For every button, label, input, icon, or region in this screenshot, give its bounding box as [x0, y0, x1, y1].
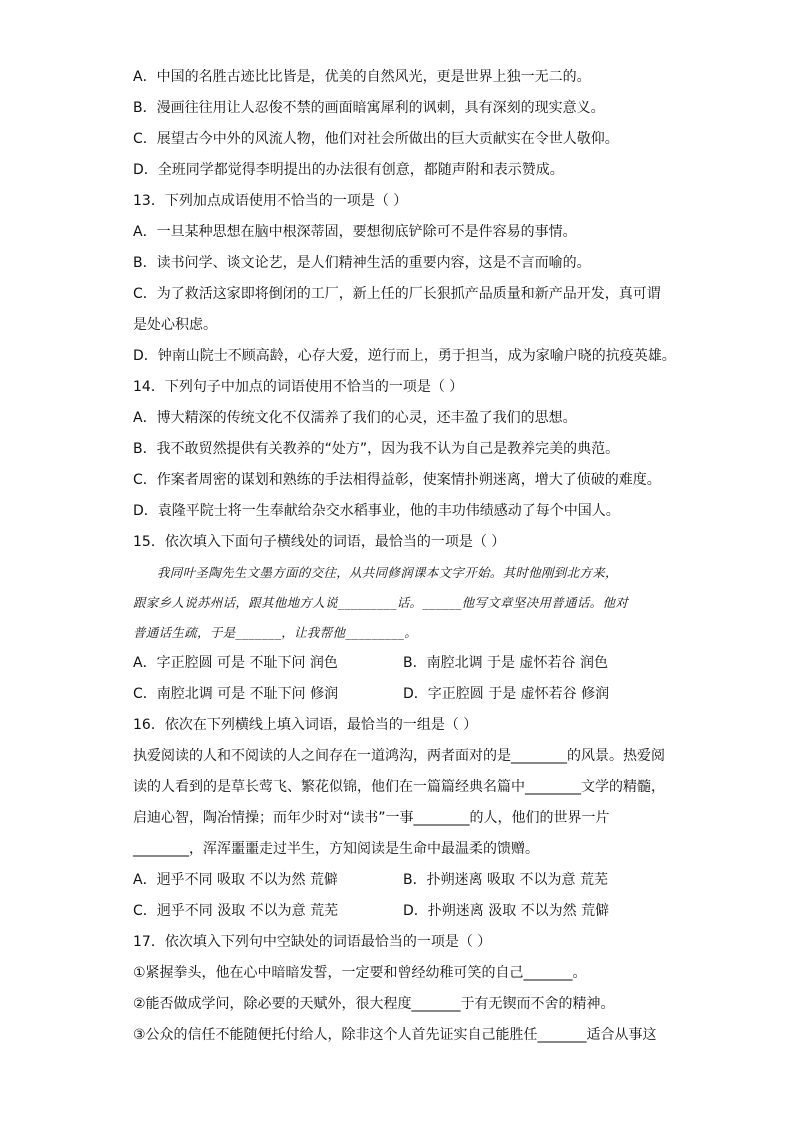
q15-passage-line: 我同叶圣陶先生文墨方面的交往，从共同修润课本文字开始。其时他刚到北方来，: [157, 565, 618, 580]
q16-option-a: A．迥乎不同 吸取 不以为然 荒僻: [133, 872, 338, 888]
q13-option-b: B．读书问学、谈文论艺，是人们精神生活的重要内容，这是不言而喻的。: [133, 255, 591, 271]
q15-passage-line: 普通话生疏，于是_______，让我帮他_________。: [133, 625, 418, 640]
q12-option-c: C．展望古今中外的风流人物，他们对社会所做出的巨大贡献实在令世人敬仰。: [133, 131, 619, 147]
q17-stem: 17．依次填入下列句中空缺处的词语最恰当的一项是（ ）: [133, 934, 492, 950]
q16-option-b: B．扑朔迷离 吸取 不以为意 荒芜: [403, 872, 608, 888]
q16-option-d: D．扑朔迷离 汲取 不以为然 荒僻: [403, 903, 610, 919]
q15-options-row-1: [133, 648, 673, 679]
q13-option-c-line1: C．为了救活这家即将倒闭的工厂，新上任的厂长狠抓产品质量和新产品开发，真可谓: [133, 286, 661, 302]
q13-option-c-line2: 是处心积虑。: [133, 317, 217, 333]
q16-options-row-1: [133, 865, 673, 896]
q15-option-c: C．南腔北调 可是 不耻下问 修润: [133, 686, 339, 702]
q15-option-b: B．南腔北调 于是 虚怀若谷 润色: [403, 655, 608, 671]
q13-option-a: A．一旦某种思想在脑中根深蒂固，要想彻底铲除可不是件容易的事情。: [133, 224, 577, 240]
q15-option-a: A．字正腔圆 可是 不耻下问 润色: [133, 655, 338, 671]
q12-option-b: B．漫画往往用让人忍俊不禁的画面暗寓犀利的讽刺，具有深刻的现实意义。: [133, 100, 605, 116]
q16-stem: 16．依次在下列横线上填入词语，最恰当的一组是（ ）: [133, 717, 478, 733]
q17-item-3: ③公众的信任不能随便托付给人，除非这个人首先证实自己能胜任_______适合从事这: [133, 1027, 657, 1043]
q14-option-c: C．作案者周密的谋划和熟练的手法相得益彰，使案情扑朔迷离，增大了侦破的难度。: [133, 472, 661, 488]
q14-option-b: B．我不敢贸然提供有关教养的“处方”，因为我不认为自己是教养完美的典范。: [133, 441, 620, 457]
q16-passage-line: 执爱阅读的人和不阅读的人之间存在一道鸿沟，两者面对的是________的风景。热爱阅: [133, 748, 665, 764]
q15-passage-line: 跟家乡人说苏州话，跟其他地方人说_________话。______他写文章坚决用普通话。他对: [133, 595, 629, 610]
q15-stem: 15．依次填入下面句子横线处的词语，最恰当的一项是（ ）: [133, 534, 506, 550]
q16-options-row-2: [133, 896, 673, 927]
q15-option-d: D．字正腔圆 于是 虚怀若谷 修润: [403, 686, 610, 702]
q14-option-d: D．袁隆平院士将一生奉献给杂交水稻事业，他的丰功伟绩感动了每个中国人。: [133, 503, 620, 519]
q16-passage-line: 读的人看到的是草长莺飞、繁花似锦，他们在一篇篇经典名篇中________文学的精髓，: [133, 779, 665, 795]
q14-option-a: A．博大精深的传统文化不仅濡养了我们的心灵，还丰盈了我们的思想。: [133, 410, 577, 426]
q12-option-a: A．中国的名胜古迹比比皆是，优美的自然风光，更是世界上独一无二的。: [133, 69, 591, 85]
q14-stem: 14．下列句子中加点的词语使用不恰当的一项是（ ）: [133, 379, 464, 395]
q17-item-2: ②能否做成学问，除必要的天赋外，很大程度_______于有无锲而不舍的精神。: [133, 996, 615, 1012]
q16-passage-line: 启迪心智，陶冶情操；而年少时对“读书”一事________的人，他们的世界一片: [133, 810, 610, 826]
q17-item-1: ①紧握拳头，他在心中暗暗发誓，一定要和曾经幼稚可笑的自己_______。: [133, 965, 587, 981]
q13-option-d: D．钟南山院士不顾高龄，心存大爱，逆行而上，勇于担当，成为家喻户晓的抗疫英雄。: [133, 348, 676, 364]
q13-stem: 13．下列加点成语使用不恰当的一项是（ ）: [133, 193, 408, 209]
q16-passage-line: ________，浑浑噩噩走过半生，方知阅读是生命中最温柔的馈赠。: [133, 841, 539, 857]
q15-options-row-2: [133, 679, 673, 710]
q12-option-d: D．全班同学都觉得李明提出的办法很有创意，都随声附和表示赞成。: [133, 162, 564, 178]
q16-option-c: C．迥乎不同 汲取 不以为意 荒芜: [133, 903, 339, 919]
exam-page: [133, 62, 676, 1051]
